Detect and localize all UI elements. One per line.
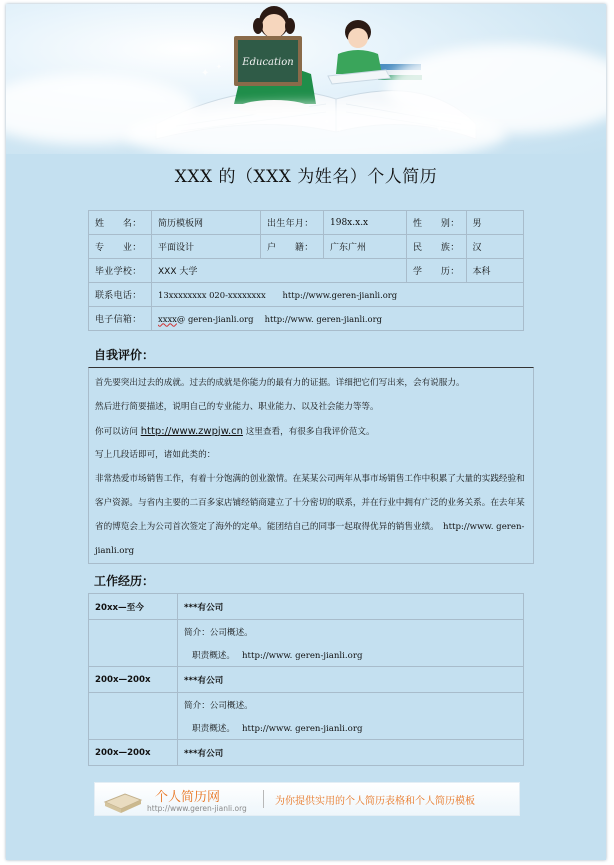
footer-brand: 个人简历网	[155, 790, 221, 805]
table-row	[89, 235, 524, 259]
header-banner	[6, 4, 606, 154]
work-url: http://www. geren-jianli.org	[242, 650, 363, 661]
work-date: 200x—200x	[89, 740, 178, 766]
self-eval-p3-text: 你可以访问	[95, 426, 141, 437]
svg-text:✦: ✦	[216, 63, 222, 71]
name-label: 姓 名：	[89, 211, 152, 235]
work-table	[88, 593, 524, 766]
self-eval-p5-url: http://www. geren-jianli.org	[95, 521, 525, 556]
self-eval-heading: 自我评价：	[94, 348, 155, 362]
self-eval-p5	[95, 468, 529, 563]
self-eval-p3-tail: 这里查看，有很多自我评价范文。	[242, 426, 375, 437]
work-empty-cell	[89, 693, 178, 740]
table-row	[89, 693, 524, 717]
self-eval-p1: 首先要突出过去的成就。过去的成就是你能力的最有力的证据。详细把它们写出来，会有说服力。	[95, 378, 465, 388]
resume-title: XXX 的（XXX 为姓名）个人简历	[174, 167, 438, 187]
table-row	[89, 740, 524, 766]
work-url: http://www. geren-jianli.org	[242, 723, 363, 734]
birth-label: 出生年月：	[261, 211, 324, 235]
work-date: 20xx—至今	[89, 594, 178, 620]
major-label: 专 业：	[89, 235, 152, 259]
table-row	[89, 307, 524, 331]
major-value: 平面设计	[152, 235, 261, 259]
resume-page	[6, 4, 606, 860]
work-company: ***有公司	[178, 594, 524, 620]
gender-label: 性 别：	[407, 211, 467, 235]
hukou-value: 广东广州	[324, 235, 407, 259]
education-value: 本科	[466, 259, 523, 283]
email-user: xxxx	[158, 313, 177, 324]
hukou-label: 户 籍：	[261, 235, 324, 259]
chalkboard-text: Education	[242, 57, 294, 68]
work-duties	[178, 643, 524, 667]
footer-url: http://www.geren-jianli.org	[147, 804, 247, 813]
school-label: 毕业学校：	[89, 259, 152, 283]
footer-divider	[263, 790, 264, 808]
email-value	[152, 307, 524, 331]
book-icon	[101, 784, 145, 814]
self-eval-box	[88, 367, 534, 564]
self-eval-p2: 然后进行简要描述，说明自己的专业能力、职业能力、以及社会能力等等。	[95, 401, 379, 412]
svg-text:✦: ✦	[201, 68, 210, 79]
ethnicity-label: 民 族：	[407, 235, 467, 259]
ethnicity-value: 汉	[466, 235, 523, 259]
education-label: 学 历：	[407, 259, 467, 283]
table-row	[89, 594, 524, 620]
table-row	[89, 620, 524, 644]
work-company: ***有公司	[178, 740, 524, 766]
work-duties	[178, 716, 524, 740]
work-duties-text: 职责概述。	[192, 723, 231, 734]
table-row	[89, 283, 524, 307]
table-row	[89, 211, 524, 235]
email-rest: @ geren-jianli.org http://www. geren-jianli.org	[176, 313, 382, 324]
phone-value: 13xxxxxxxx 020-xxxxxxxx http://www.geren-jianli.org	[152, 283, 524, 307]
work-duties-text: 职责概述。	[192, 650, 231, 661]
footer-banner[interactable]	[94, 782, 520, 816]
school-value: XXX 大学	[152, 259, 407, 283]
self-eval-p3	[95, 420, 529, 445]
work-intro: 简介：公司概述。	[178, 620, 524, 644]
work-empty-cell	[89, 620, 178, 667]
work-company: ***有公司	[178, 667, 524, 693]
footer-tagline: 为你提供实用的个人简历表格和个人简历模板	[275, 796, 475, 807]
zwpjw-link[interactable]: http://www.zwpjw.cn	[140, 425, 243, 437]
gender-value: 男	[466, 211, 523, 235]
work-heading: 工作经历：	[94, 574, 155, 588]
work-date: 200x—200x	[89, 667, 178, 693]
table-row	[89, 259, 524, 283]
basic-info-table	[88, 210, 524, 331]
birth-value: 198x.x.x	[324, 211, 407, 235]
email-label: 电子信箱：	[89, 307, 152, 331]
self-eval-p5-text: 非常热爱市场销售工作，有着十分饱满的创业激情。在某某公司两年从事市场销售工作中积累了大量的实践经验和客户资源。与省内主要的二百多家店铺经销商建立了十分密切的联系，并在行业中拥有广泛的业务关系。在去年某省的博览会上为公司首次签定了海外的定单。能团结自己的同事一起取得优异的销售业绩。	[95, 474, 525, 532]
name-value: 简历模板网	[152, 211, 261, 235]
phone-label: 联系电话：	[89, 283, 152, 307]
self-eval-p4: 写上几段话即可，诸如此类的：	[95, 450, 216, 461]
table-row	[89, 667, 524, 693]
work-intro: 简介：公司概述。	[178, 693, 524, 717]
